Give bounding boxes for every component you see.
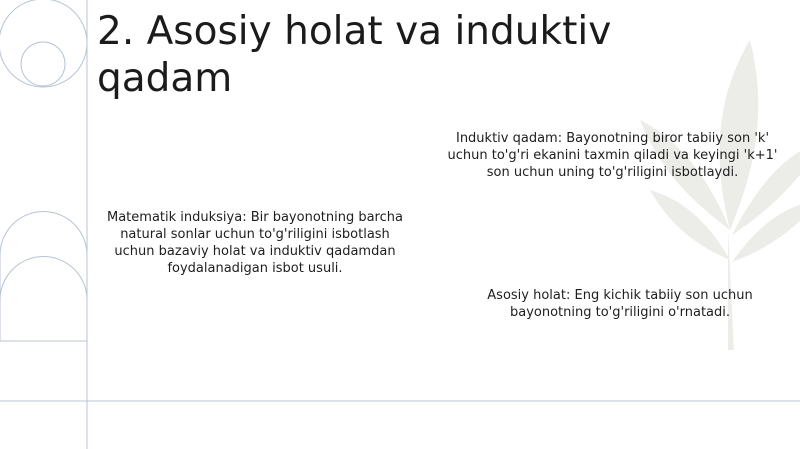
slide-title: 2. Asosiy holat va induktiv qadam (97, 9, 612, 101)
inductive-step-text: Induktiv qadam: Bayonotning biror tabiiy son 'k' uchun to'g'ri ekanini taxmin qiladi va keyingi 'k+1' son uchun uning to'g'riligini isbotlaydi. (447, 131, 778, 180)
base-case-text: Asosiy holat: Eng kichik tabiiy son uchun bayonotning to'g'riligini o'rnatadi. (487, 288, 753, 320)
definition-text: Matematik induksiya: Bir bayonotning barcha natural sonlar uchun to'g'riligini isbotlash uchun bazaviy holat va induktiv qadamdan foydalanadigan isbot usuli. (107, 210, 403, 276)
